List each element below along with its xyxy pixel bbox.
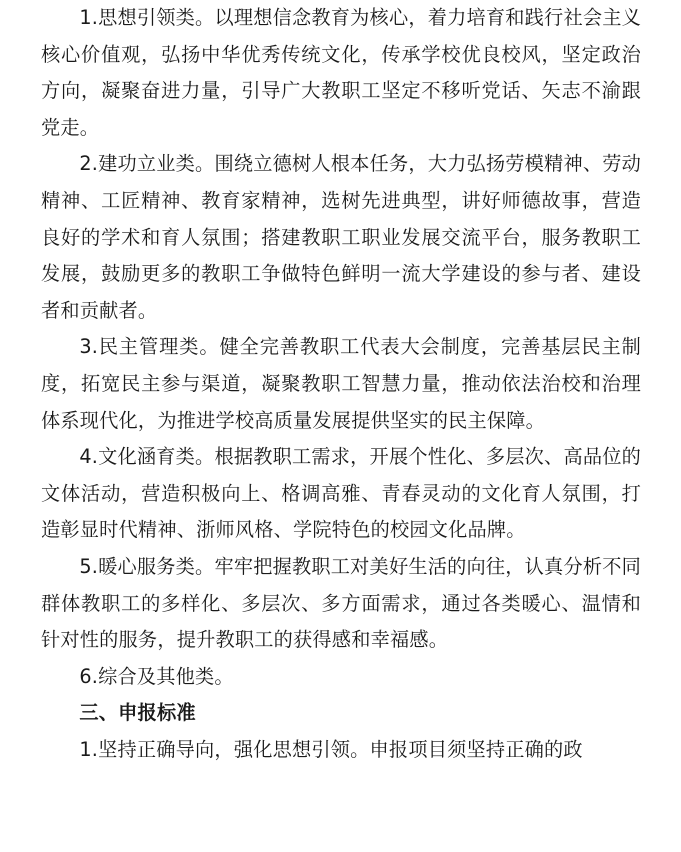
section-5 — [41, 549, 641, 659]
section-body: 根据教职工需求，开展个性化、多层次、高品位的文体活动，营造积极向上、格调高雅、青春灵动的文化育人氛围，打造彰显时代精神、浙师风格、学院特色的校园文化品牌。 — [41, 445, 642, 542]
section-lead: 综合及其他类。 — [98, 664, 234, 688]
section-1 — [41, 0, 641, 146]
criteria-1 — [41, 732, 641, 769]
section-heading: 三、申报标准 — [79, 701, 196, 725]
section-3 — [41, 329, 641, 439]
section-body: 围绕立德树人根本任务，大力弘扬劳模精神、劳动精神、工匠精神、教育家精神，选树先进典型，讲好师德故事，营造良好的学术和育人氛围；搭建教职工职业发展交流平台，服务教职工发展，鼓励更多的教职工争做特色鲜明一流大学建设的参与者、建设者和贡献者。 — [41, 152, 642, 322]
section-6 — [41, 659, 641, 696]
section-number: 2. — [79, 152, 99, 176]
criteria-number: 1. — [79, 737, 99, 761]
criteria-lead: 坚持正确导向，强化思想引领。 — [98, 737, 370, 761]
section-lead: 文化涵育类。 — [98, 445, 215, 469]
document-page — [41, 0, 641, 768]
section-number: 3. — [79, 335, 99, 359]
section-number: 4. — [79, 445, 99, 469]
section-number: 5. — [79, 554, 99, 578]
section-number: 1. — [79, 6, 99, 29]
section-lead: 建功立业类。 — [98, 152, 215, 176]
section-lead: 思想引领类。 — [98, 6, 215, 29]
section-4 — [41, 439, 641, 549]
section-2 — [41, 146, 641, 329]
section-body: 以理想信念教育为核心，着力培育和践行社会主义核心价值观，弘扬中华优秀传统文化，传承学校优良校风，坚定政治方向，凝聚奋进力量，引导广大教职工坚定不移听党话、矢志不渝跟党走。 — [41, 6, 642, 139]
criteria-body: 申报项目须坚持正确的政 — [369, 737, 583, 761]
section-number: 6. — [79, 664, 99, 688]
section-lead: 暖心服务类。 — [98, 554, 215, 578]
section-lead: 民主管理类。 — [98, 335, 220, 359]
section-body: 牢牢把握教职工对美好生活的向往，认真分析不同群体教职工的多样化、多层次、多方面需求，通过各类暖心、温情和针对性的服务，提升教职工的获得感和幸福感。 — [41, 554, 642, 652]
section-body: 健全完善教职工代表大会制度，完善基层民主制度，拓宽民主参与渠道，凝聚教职工智慧力量，推动依法治校和治理体系现代化，为推进学校高质量发展提供坚实的民主保障。 — [41, 335, 642, 432]
